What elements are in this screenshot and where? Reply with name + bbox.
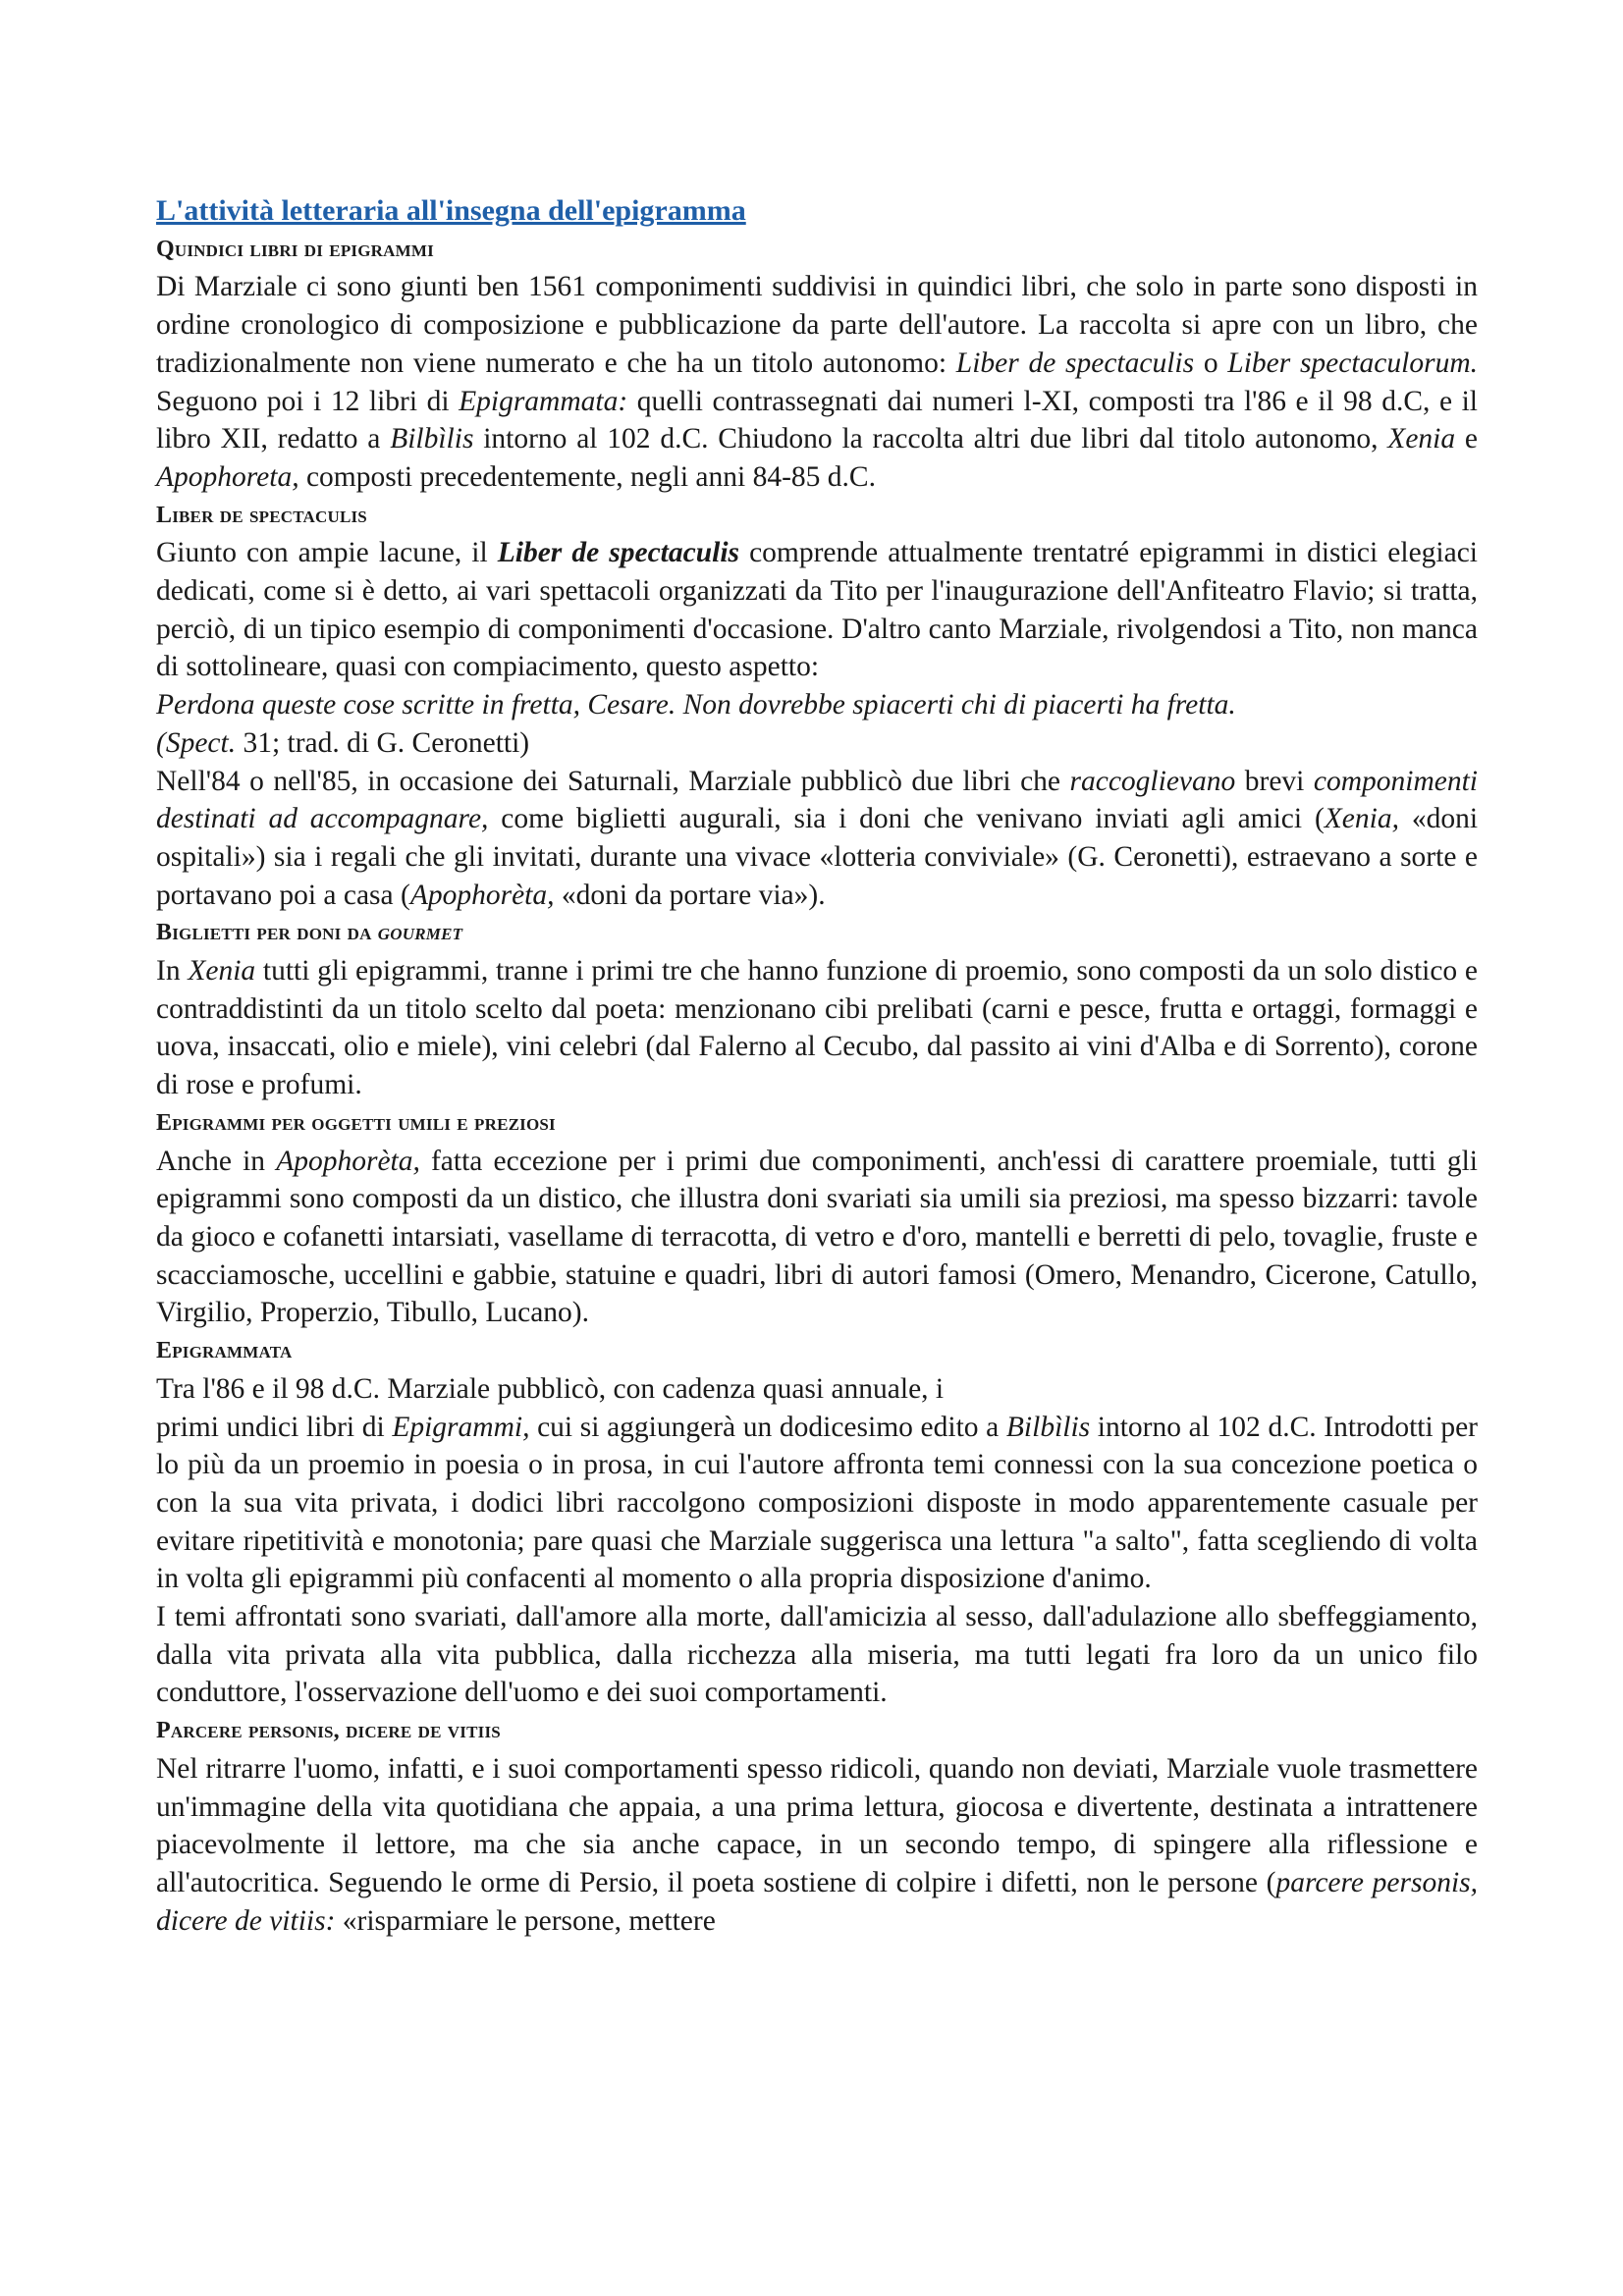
paragraph-quindici-libri — [156, 268, 1478, 496]
italic-text: Liber spectaculorum. — [1227, 347, 1479, 379]
text: «doni ospitali») sia i regali che gli invitati, durante una vivace «lotteria conviviale» (G. Ceronetti), estraevano a sorte e portavano poi a casa ( — [156, 803, 1479, 911]
italic-text: componimenti destinati ad accompagnare, — [156, 765, 1478, 835]
document-title-link[interactable]: L'attività letteraria all'insegna dell'epigramma — [156, 194, 746, 227]
paragraph-liber-de-spectaculis — [156, 534, 1478, 686]
paragraph-epigrammata-intro: Tra l'86 e il 98 d.C. Marziale pubblicò, con cadenza quasi annuale, i — [156, 1372, 945, 1405]
section-heading-liber-de-spectaculis: Liber de spectaculis — [156, 502, 367, 528]
text: «doni da portare via»). — [554, 879, 826, 911]
text: composti precedentemente, negli anni 84-85 d.C. — [298, 460, 876, 493]
section-heading-biglietti — [156, 914, 1478, 952]
paragraph-parcere-personis — [156, 1750, 1478, 1941]
text: Nell'84 o nell'85, in occasione dei Saturnali, Marziale pubblicò due libri che — [156, 765, 1070, 797]
text: 31; trad. di G. Ceronetti) — [236, 726, 530, 759]
text: fatta eccezione per i primi due componimenti, anch'essi di carattere proemiale, tutti gli epigrammi sono composti da un distico, che illustra doni svariati sia umili sia preziosi, ma spesso bizzarri: tavole da gioco e cofanetti intarsiati, vasellame di terracotta, di vetro e d'oro, mantelli e berretti di pelo, tovaglie, fruste e scacciamosche, uccellini e gabbie, statuine e quadri, libri di autori famosi (Omero, Menandro, Cicerone, Catullo, Virgilio, Properzio, Tibullo, Lucano). — [156, 1145, 1478, 1329]
italic-text: Apophoreta, — [156, 460, 299, 493]
text: o — [1194, 347, 1228, 379]
text: comprende attualmente trentatré epigrammi in distici elegiaci dedicati, come si è detto, ai vari spettacoli organizzati da Tito per l'inaugurazione dell'Anfiteatro Flavio; si tratta, perciò, di un tipico esempio di componimenti d'occasione. D'altro canto Marziale, rivolgendosi a Tito, non manca di sottolineare, quasi con compiacimento, questo aspetto: — [156, 537, 1478, 683]
paragraph-apophoreta — [156, 1143, 1478, 1333]
text: «risparmiare le persone, mettere — [335, 1904, 716, 1937]
paragraph-temi: I temi affrontati sono svariati, dall'amore alla morte, dall'amicizia al sesso, dall'adulazione allo sbeffeggiamento, dalla vita privata alla vita pubblica, dalla ricchezza alla miseria, ma tutti legati fra loro da un unico filo conduttore, l'osservazione dell'uomo e dei suoi comportamenti. — [156, 1601, 1478, 1709]
text: In — [156, 955, 189, 988]
text: come biglietti augurali, sia i doni che venivano inviati agli amici ( — [488, 803, 1325, 835]
paragraph-xenia — [156, 952, 1478, 1104]
paragraph-epigrammata-libri — [156, 1409, 1478, 1599]
paragraph-saturnali — [156, 763, 1478, 915]
italic-text: Apophorèta, — [409, 879, 555, 911]
italic-text: Epigrammi, — [392, 1411, 530, 1443]
quotation: Perdona queste cose scritte in fretta, Cesare. Non dovrebbe spiacerti chi di piacerti ha fretta. — [156, 689, 1236, 721]
text: cui si aggiungerà un dodicesimo edito a — [529, 1411, 1006, 1443]
document-page — [156, 192, 1478, 1940]
quotation-reference — [156, 724, 1478, 763]
section-heading-epigrammata: Epigrammata — [156, 1338, 293, 1364]
italic-text: Bilbìlis — [1005, 1411, 1091, 1443]
text: Di Marziale ci sono giunti ben 1561 componimenti suddivisi in quindici libri, che solo in parte sono disposti in ordine cronologico di composizione e pubblicazione da parte dell'autore. La raccolta si apre con un libro, che tradizionalmente non viene numerato e che ha un titolo autonomo: — [156, 271, 1478, 379]
italic-text: Xenia — [188, 955, 256, 988]
text: tutti gli epigrammi, tranne i primi tre che hanno funzione di proemio, sono composti da un solo distico e contraddistinti da un titolo scelto dal poeta: menzionano cibi prelibati (carni e pesce, frutta e ortaggi, formaggi e uova, insaccati, olio e miele), vini celebri (dal Falerno al Cecubo, dal passito ai vini d'Alba e di Sorrento), corone di rose e profumi. — [156, 955, 1479, 1101]
italic-text: raccoglievano — [1069, 765, 1236, 797]
italic-text: Liber de spectaculis — [955, 347, 1195, 379]
italic-text: Apophorèta, — [276, 1145, 420, 1177]
text: Seguono poi i 12 libri di — [156, 385, 460, 417]
italic-text: Xenia — [1387, 423, 1456, 455]
text: primi undici libri di — [156, 1411, 393, 1443]
text: Biglietti per doni da — [156, 920, 378, 946]
text: intorno al 102 d.C. Introdotti per lo più da un proemio in poesia o in prosa, in cui l'autore affronta temi connessi con la sua concezione poetica o con la sua vita privata, i dodici libri raccolgono composizioni disposte in modo apparentemente casuale per evitare ripetitività e monotonia; pare quasi che Marziale suggerisca una lettura "a salto", fatta scegliendo di volta in volta gli epigrammi più confacenti al momento o alla propria disposizione d'animo. — [156, 1411, 1478, 1595]
section-heading-oggetti: Epigrammi per oggetti umili e preziosi — [156, 1109, 556, 1136]
italic-text: Epigrammata: — [459, 385, 628, 417]
text: e — [1455, 423, 1478, 455]
bold-italic-text: Liber de spectaculis — [497, 537, 739, 569]
italic-text: parcere personis, dicere de vitiis: — [156, 1866, 1478, 1937]
text: Anche in — [156, 1145, 277, 1177]
text: intorno al 102 d.C. Chiudono la raccolta altri due libri dal titolo autonomo, — [473, 423, 1388, 455]
text: Nel ritrarre l'uomo, infatti, e i suoi comportamenti spesso ridicoli, quando non deviati, Marziale vuole trasmettere un'immagine della vita quotidiana che appaia, a una prima lettura, giocosa e divertente, destinata a intrattenere piacevolmente il lettore, ma che sia anche capace, in un secondo tempo, di spingere alla riflessione e all'autocritica. Seguendo le orme di Persio, il poeta sostiene di colpire i difetti, non le persone ( — [156, 1752, 1478, 1898]
italic-text: Xenia, — [1324, 803, 1399, 835]
section-heading-parcere-personis: Parcere personis, dicere de vitiis — [156, 1718, 501, 1744]
italic-text: (Spect. — [156, 726, 237, 759]
text: brevi — [1235, 765, 1314, 797]
text: quelli contrassegnati dai numeri l-XI, composti tra l'86 e il 98 d.C, e il libro XII, redatto a — [156, 385, 1479, 455]
italic-text: gourmet — [377, 920, 463, 946]
italic-text: Bilbìlis — [390, 423, 474, 455]
section-heading-quindici-libri: Quindici libri di epigrammi — [156, 236, 434, 262]
text: Giunto con ampie lacune, il — [156, 537, 498, 569]
